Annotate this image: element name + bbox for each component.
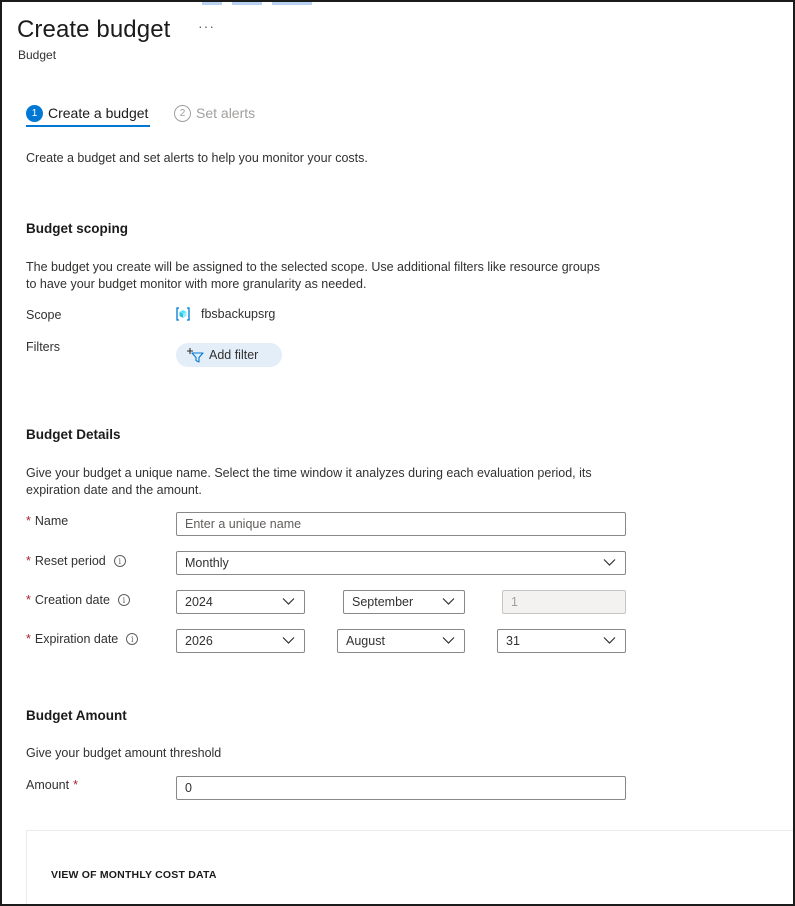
add-filter-icon <box>186 347 204 363</box>
tab-label: Set alerts <box>196 105 256 121</box>
scoping-description-line2: to have your budget monitor with more granularity as needed. <box>26 277 367 291</box>
chevron-down-icon <box>442 597 455 606</box>
add-filter-label: Add filter <box>209 348 259 362</box>
required-marker: * <box>26 593 31 607</box>
scope-name: fbsbackupsrg <box>201 307 276 321</box>
chevron-down-icon <box>603 636 616 645</box>
intro-text: Create a budget and set alerts to help you monitor your costs. <box>26 151 368 165</box>
expiration-date-label: * Expiration date i <box>26 632 138 646</box>
creation-date-label: * Creation date i <box>26 593 130 607</box>
creation-month-dropdown[interactable]: September <box>343 590 465 614</box>
info-icon[interactable]: i <box>126 633 138 645</box>
active-tab-indicator <box>26 125 150 127</box>
step-number-icon: 2 <box>174 105 191 122</box>
creation-day-field: 1 <box>502 590 626 614</box>
budget-amount-heading: Budget Amount <box>26 708 127 723</box>
filters-label: Filters <box>26 340 61 354</box>
step-number-icon: 1 <box>26 105 43 122</box>
tab-create-a-budget[interactable] <box>26 99 148 127</box>
scope-label: Scope <box>26 308 62 322</box>
creation-year-dropdown[interactable]: 2024 <box>176 590 305 614</box>
amount-input[interactable]: 0 <box>176 776 626 800</box>
budget-details-heading: Budget Details <box>26 427 121 442</box>
amount-description: Give your budget amount threshold <box>26 746 222 760</box>
chevron-down-icon <box>603 558 616 567</box>
clipped-breadcrumb <box>202 2 312 5</box>
required-marker: * <box>73 778 78 792</box>
required-marker: * <box>26 554 31 568</box>
budget-name-input[interactable]: Enter a unique name <box>176 512 626 536</box>
expiration-month-dropdown[interactable]: August <box>337 629 465 653</box>
expiration-year-dropdown[interactable]: 2026 <box>176 629 305 653</box>
name-label: * Name <box>26 514 69 528</box>
info-icon[interactable]: i <box>118 594 130 606</box>
info-icon[interactable]: i <box>114 555 126 567</box>
page-title: Create budget <box>17 16 171 43</box>
details-description-line2: expiration date and the amount. <box>26 483 202 497</box>
add-filter-button[interactable] <box>176 343 282 367</box>
details-description-line1: Give your budget a unique name. Select the time window it analyzes during each evaluation period, its <box>26 466 592 480</box>
reset-period-dropdown[interactable]: Monthly <box>176 551 626 575</box>
required-marker: * <box>26 632 31 646</box>
amount-label: Amount * <box>26 778 78 792</box>
monthly-cost-panel <box>26 830 795 906</box>
more-options-button[interactable]: ··· <box>198 18 215 34</box>
scoping-description-line1: The budget you create will be assigned to the selected scope. Use additional filters like resource groups <box>26 260 600 274</box>
reset-period-label: * Reset period i <box>26 554 126 568</box>
chevron-down-icon <box>282 597 295 606</box>
resource-group-icon <box>176 307 190 321</box>
chevron-down-icon <box>282 636 295 645</box>
scope-value[interactable] <box>176 307 275 321</box>
budget-scoping-heading: Budget scoping <box>26 221 128 236</box>
page-subtitle: Budget <box>18 48 57 62</box>
expiration-day-dropdown[interactable]: 31 <box>497 629 626 653</box>
chevron-down-icon <box>442 636 455 645</box>
tab-set-alerts[interactable] <box>174 99 255 127</box>
tab-label: Create a budget <box>48 105 149 121</box>
required-marker: * <box>26 514 31 528</box>
monthly-cost-title: VIEW OF MONTHLY COST DATA <box>51 869 217 881</box>
